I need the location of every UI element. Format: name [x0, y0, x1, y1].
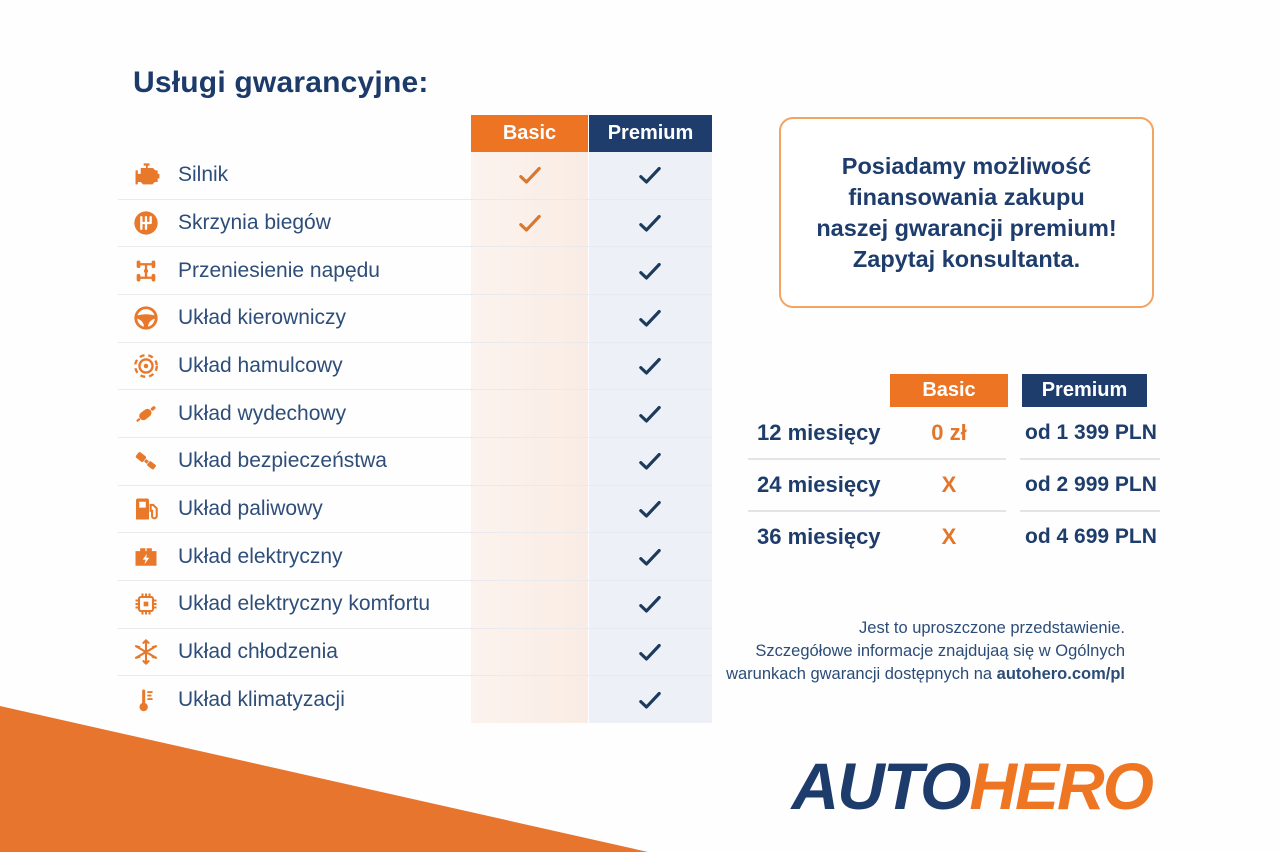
thermometer-icon: [131, 685, 161, 715]
basic-column-header: Basic: [471, 115, 588, 152]
check-icon: [517, 162, 543, 188]
service-label: Układ chłodzenia: [178, 640, 338, 664]
pricing-divider: [1020, 458, 1160, 460]
promo-text: Zapytaj konsultanta.: [852, 245, 1081, 272]
service-row: [118, 343, 712, 391]
service-label: Układ hamulcowy: [178, 354, 343, 378]
pricing-divider: [748, 510, 1006, 512]
check-icon: [637, 639, 663, 665]
service-row: [118, 200, 712, 248]
disclaimer-line: Jest to uproszczone przedstawienie.: [859, 619, 1125, 637]
service-row: [118, 581, 712, 629]
pricing-divider: [748, 458, 1006, 460]
pricing-basic-value: X: [941, 524, 957, 549]
service-row: [118, 295, 712, 343]
autohero-logo: [792, 748, 1152, 824]
pricing-basic-value: 0 zł: [931, 420, 967, 445]
service-row: [118, 247, 712, 295]
premium-coverage-cell: [588, 544, 712, 570]
service-label: Układ kierowniczy: [178, 306, 347, 330]
financing-promo-box: [779, 117, 1154, 308]
pricing-basic-header: Basic: [890, 374, 1008, 407]
premium-coverage-cell: [588, 639, 712, 665]
pricing-basic-value: X: [941, 472, 957, 497]
service-label: Układ bezpieczeństwa: [178, 449, 387, 473]
basic-coverage-cell: [471, 162, 588, 188]
premium-coverage-cell: [588, 162, 712, 188]
service-label: Przeniesienie napędu: [178, 258, 380, 282]
pricing-premium-value: od 1 399 PLN: [1025, 421, 1157, 444]
steering-wheel-icon: [131, 303, 161, 333]
promo-text: naszej gwarancji premium!: [816, 214, 1117, 241]
engine-icon: [131, 160, 161, 190]
disclaimer-line: Szczegółowe informacje znajdujaą się w Ogólnych: [755, 642, 1125, 660]
exhaust-icon: [131, 399, 161, 429]
premium-coverage-cell: [588, 448, 712, 474]
check-icon: [637, 305, 663, 331]
service-label: Układ elektryczny: [178, 544, 343, 568]
fuel-pump-icon: [131, 494, 161, 524]
disclaimer-line: warunkach gwarancji dostępnych na autohero.com/pl: [726, 665, 1125, 683]
pricing-premium-value: od 4 699 PLN: [1025, 525, 1157, 548]
check-icon: [637, 591, 663, 617]
page-title: Usługi gwarancyjne:: [133, 66, 429, 99]
battery-icon: [131, 542, 161, 572]
logo-hero-part: HERO: [969, 749, 1152, 823]
check-icon: [637, 401, 663, 427]
logo-auto-part: AUTO: [791, 749, 970, 823]
check-icon: [637, 544, 663, 570]
pricing-period: 24 miesięcy: [757, 472, 881, 497]
service-row: [118, 438, 712, 486]
check-icon: [637, 210, 663, 236]
service-row: [118, 152, 712, 200]
snowflake-icon: [131, 637, 161, 667]
premium-coverage-cell: [588, 687, 712, 713]
promo-text: Posiadamy możliwość: [841, 152, 1092, 179]
service-label: Skrzynia biegów: [178, 211, 331, 234]
check-icon: [637, 496, 663, 522]
promo-text: finansowania zakupu: [848, 183, 1085, 210]
brake-disc-icon: [131, 351, 161, 381]
chip-icon: [131, 589, 161, 619]
pricing-row: [745, 511, 1160, 563]
service-label: Układ klimatyzacji: [178, 687, 345, 711]
pricing-row: [745, 459, 1160, 511]
services-table: [118, 152, 712, 723]
premium-column-header: Premium: [589, 115, 712, 152]
website-link[interactable]: autohero.com/pl: [996, 665, 1125, 683]
pricing-premium-header: Premium: [1022, 374, 1147, 407]
premium-coverage-cell: [588, 353, 712, 379]
check-icon: [637, 162, 663, 188]
pricing-row: [745, 407, 1160, 459]
service-label: Silnik: [178, 163, 229, 187]
check-icon: [517, 210, 543, 236]
premium-coverage-cell: [588, 210, 712, 236]
service-row: [118, 533, 712, 581]
pricing-period: 12 miesięcy: [757, 420, 881, 445]
seatbelt-icon: [131, 446, 161, 476]
check-icon: [637, 353, 663, 379]
premium-coverage-cell: [588, 258, 712, 284]
pricing-table: [745, 407, 1160, 563]
pricing-period: 36 miesięcy: [757, 524, 881, 549]
pricing-divider: [1020, 510, 1160, 512]
service-label: Układ elektryczny komfortu: [178, 592, 431, 616]
service-row: [118, 390, 712, 438]
premium-coverage-cell: [588, 591, 712, 617]
check-icon: [637, 258, 663, 284]
check-icon: [637, 687, 663, 713]
disclaimer: [726, 617, 1125, 686]
orange-corner-decoration: [0, 706, 648, 852]
service-row: [118, 629, 712, 677]
premium-coverage-cell: [588, 496, 712, 522]
service-row: [118, 676, 712, 723]
check-icon: [637, 448, 663, 474]
premium-coverage-cell: [588, 305, 712, 331]
drivetrain-icon: [131, 256, 161, 286]
basic-coverage-cell: [471, 210, 588, 236]
pricing-premium-value: od 2 999 PLN: [1025, 473, 1157, 496]
gearbox-icon: [131, 208, 161, 238]
service-label: Układ paliwowy: [178, 497, 323, 521]
service-row: [118, 486, 712, 534]
premium-coverage-cell: [588, 401, 712, 427]
service-label: Układ wydechowy: [178, 401, 347, 425]
